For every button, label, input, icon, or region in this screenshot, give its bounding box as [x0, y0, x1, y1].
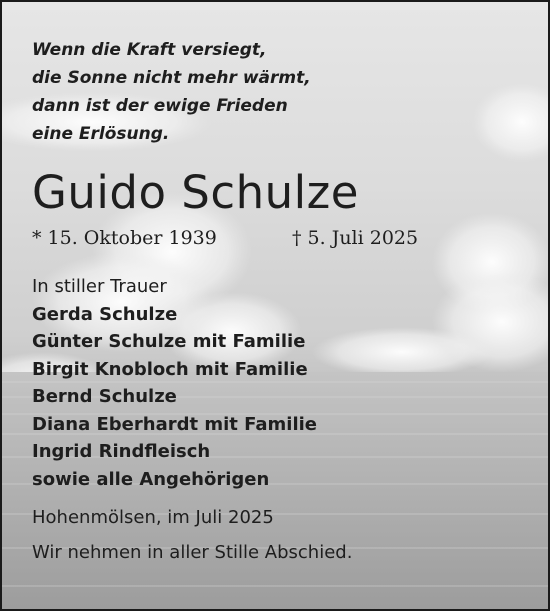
notice-content: [2, 2, 550, 611]
mourners-intro: In stiller Trauer: [32, 276, 167, 297]
mourners-list: [32, 273, 317, 493]
poem: [32, 36, 311, 148]
death-date: † 5. Juli 2025: [292, 227, 419, 249]
mourner-name: Gerda Schulze: [32, 303, 178, 325]
mourner-name: Bernd Schulze: [32, 386, 177, 407]
mourner-name: Diana Eberhardt mit Familie: [32, 413, 318, 435]
birth-date: * 15. Oktober 1939: [32, 227, 217, 249]
farewell-line: Wir nehmen in aller Stille Abschied.: [32, 542, 353, 563]
poem-line: eine Erlösung.: [32, 124, 170, 144]
mourner-name: Birgit Knobloch mit Familie: [32, 358, 308, 380]
mourner-name: Ingrid Rindfleisch: [32, 441, 211, 462]
poem-line: die Sonne nicht mehr wärmt,: [32, 68, 311, 88]
mourner-name: sowie alle Angehörigen: [32, 468, 270, 490]
mourner-name: Günter Schulze mit Familie: [32, 331, 306, 352]
place-and-date: Hohenmölsen, im Juli 2025: [32, 507, 274, 528]
poem-line: dann ist der ewige Frieden: [32, 96, 288, 116]
poem-line: Wenn die Kraft versiegt,: [32, 40, 267, 60]
deceased-name: Guido Schulze: [32, 166, 359, 219]
